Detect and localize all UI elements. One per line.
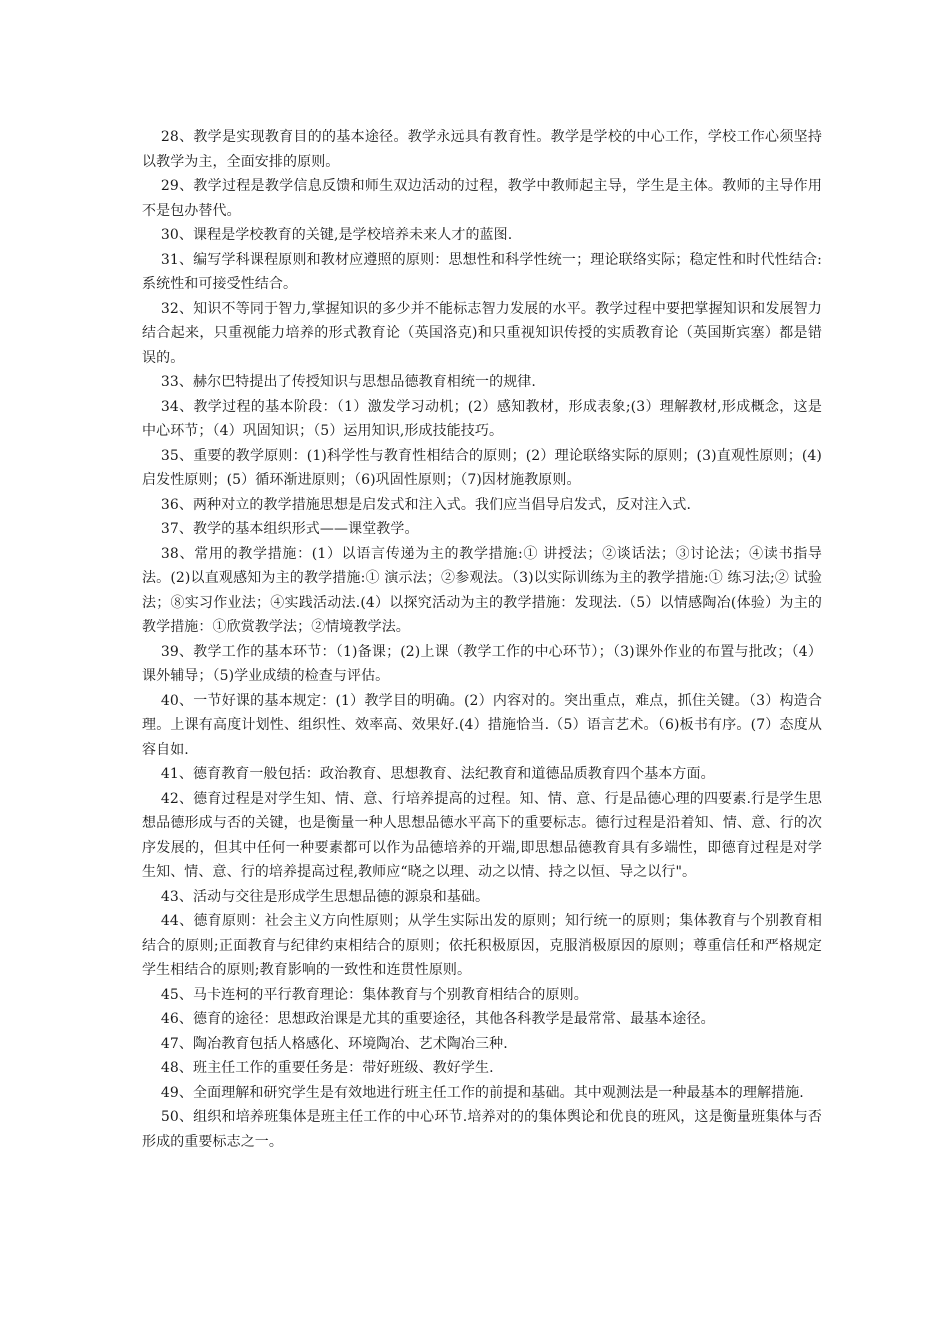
paragraph-45: 45、马卡连柯的平行教育理论：集体教育与个别教育相结合的原则。 [160, 986, 588, 1003]
document-body [142, 125, 822, 1154]
paragraph-33: 33、赫尔巴特提出了传授知识与思想品德教育相统一的规律. [160, 374, 536, 390]
paragraph-30: 30、课程是学校教育的关键,是学校培养未来人才的蓝图. [160, 227, 513, 243]
paragraph-36: 36、两种对立的教学措施思想是启发式和注入式。我们应当倡导启发式，反对注入式. [160, 496, 692, 513]
paragraph-39: 39、教学工作的基本环节：（1)备课；(2)上课（教学工作的中心环节）；（3)课外作业的布置与批改；（4）课外辅导；（5)学业成绩的检查与评估。 [142, 643, 822, 684]
paragraph-50: 50、组织和培养班集体是班主任工作的中心环节.培养对的的集体舆论和优良的班风，这是衡量班集体与否形成的重要标志之一。 [142, 1109, 822, 1150]
paragraph-48: 48、班主任工作的重要任务是：带好班级、教好学生. [160, 1060, 494, 1076]
paragraph-34: 34、教学过程的基本阶段：（1）激发学习动机；(2）感知教材，形成表象;(3）理解教材,形成概念，这是中心环节；（4）巩固知识；（5）运用知识,形成技能技巧。 [142, 398, 822, 439]
paragraph-28: 28、教学是实现教育目的的基本途径。教学永远具有教育性。教学是学校的中心工作，学校工作心须坚持以教学为主，全面安排的原则。 [142, 129, 822, 170]
paragraph-41: 41、德育教育一般包括：政治教育、思想教育、法纪教育和道德品质教育四个基本方面。 [160, 766, 715, 782]
paragraph-32: 32、知识不等同于智力,掌握知识的多少并不能标志智力发展的水平。教学过程中要把掌握知识和发展智力结合起来，只重视能力培养的形式教育论（英国洛克)和只重视知识传授的实质教育论（英国斯宾塞）都是错误的。 [142, 300, 822, 366]
paragraph-38: 38、常用的教学措施：(1）以语言传递为主的教学措施:① 讲授法；②谈话法；③讨论法；④读书指导法。(2)以直观感知为主的教学措施:① 演示法；②参观法。（3)以实际训练为主的教学措施:① 练习法;② 试验法；⑧实习作业法；④实践活动法.(4）以探究活动为主的教学措施：发现法.（5）以情感陶冶(体验）为主的教学措施：①欣赏教学法；②情境教学法。 [142, 545, 822, 635]
paragraph-43: 43、活动与交往是形成学生思想品德的源泉和基础。 [160, 888, 490, 905]
paragraph-37: 37、教学的基本组织形式——课堂教学。 [160, 521, 419, 537]
paragraph-44: 44、德育原则：社会主义方向性原则；从学生实际出发的原则；知行统一的原则；集体教育与个别教育相结合的原则;正面教育与纪律约束相结合的原则；依托积极原因，克服消极原因的原则；尊重信任和严格规定学生相结合的原则;教育影响的一致性和连贯性原则。 [142, 913, 822, 978]
paragraph-29: 29、教学过程是教学信息反馈和师生双边活动的过程，教学中教师起主导，学生是主体。教师的主导作用不是包办替代。 [142, 178, 822, 219]
paragraph-42: 42、德育过程是对学生知、情、意、行培养提高的过程。知、情、意、行是品德心理的四要素.行是学生思想品德形成与否的关键，也是衡量一种人思想品德水平高下的重要标志。德行过程是沿着知、情、意、行的次序发展的，但其中任何一种要素都可以作为品德培养的开端,即思想品德教育具有多端性，即德育过程是对学生知、情、意、行的培养提高过程,教师应“晓之以理、动之以情、持之以恒、导之以行"。 [142, 790, 822, 880]
paragraph-31: 31、编写学科课程原则和教材应遵照的原则：思想性和科学性统一；理论联络实际；稳定性和时代性结合:系统性和可接受性结合。 [142, 251, 822, 292]
paragraph-49: 49、全面理解和研究学生是有效地进行班主任工作的前提和基础。其中观测法是一种最基本的理解措施. [160, 1084, 804, 1101]
paragraph-35: 35、重要的教学原则：(1)科学性与教育性相结合的原则；(2）理论联络实际的原则；(3)直观性原则；(4)启发性原则；(5）循环渐进原则；（6)巩固性原则；（7)因材施教原则。 [142, 447, 822, 488]
paragraph-46: 46、德育的途径：思想政治课是尤其的重要途径，其他各科教学是最常常、最基本途径。 [160, 1011, 715, 1027]
paragraph-47: 47、陶冶教育包括人格感化、环境陶冶、艺术陶冶三种. [160, 1035, 508, 1052]
paragraph-40: 40、一节好课的基本规定：(1）教学目的明确。(2）内容对的。突出重点，难点，抓住关键。（3）构造合理。上课有高度计划性、组织性、效率高、效果好.(4）措施恰当.（5）语言艺术。（6)板书有序。(7）态度从容自如. [142, 692, 822, 758]
